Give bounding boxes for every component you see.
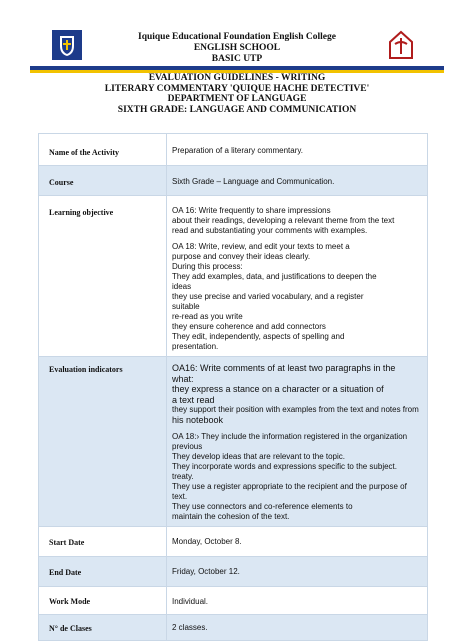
title-line-3: DEPARTMENT OF LANGUAGE <box>167 94 307 104</box>
objective-line: suitable <box>172 302 200 311</box>
label-start-date: Start Date <box>39 527 167 557</box>
title-line-1: EVALUATION GUIDELINES - WRITING <box>148 73 326 83</box>
school-heading <box>0 32 474 65</box>
row-work-mode <box>39 587 428 615</box>
value-objective <box>167 196 428 357</box>
row-indicators <box>39 357 428 527</box>
school-division: ENGLISH SCHOOL <box>193 43 281 53</box>
indicator-line: OA 18:› They include the information registered in the organization <box>172 431 408 441</box>
indicator-line: They incorporate words and expressions specific to the subject. <box>172 461 398 471</box>
indicator-line: treaty. <box>172 471 194 481</box>
label-indicators: Evaluation indicators <box>39 357 167 527</box>
school-unit: BASIC UTP <box>211 54 263 64</box>
objective-line: presentation. <box>172 342 219 351</box>
label-objective: Learning objective <box>39 196 167 357</box>
objective-line: re-read as you write <box>172 312 243 321</box>
objective-line: They add examples, data, and justifications to deepen the <box>172 272 377 281</box>
row-objective <box>39 196 428 357</box>
value-work-mode: Individual. <box>167 587 428 615</box>
row-activity <box>39 134 428 166</box>
indicator-line: They use connectors and co-reference elements to <box>172 501 353 511</box>
value-activity: Preparation of a literary commentary. <box>167 134 428 166</box>
title-line-2: LITERARY COMMENTARY 'QUIQUE HACHE DETECTIVE' <box>104 83 370 94</box>
guidelines-table <box>38 133 428 641</box>
objective-line: about their readings, developing a relevant theme from the text <box>172 216 395 225</box>
objective-line: purpose and convey their ideas clearly. <box>172 252 311 261</box>
page-header <box>0 0 474 68</box>
objective-line: OA 16: Write frequently to share impressions <box>172 206 331 215</box>
indicator-line: OA16: Write comments of at least two paragraphs in the <box>172 363 396 373</box>
value-classes: 2 classes. <box>167 615 428 641</box>
objective-line: ideas <box>172 282 192 291</box>
value-end-date: Friday, October 12. <box>167 557 428 587</box>
indicator-line: maintain the cohesion of the text. <box>172 511 290 521</box>
value-indicators <box>167 357 428 527</box>
indicator-line: They use a register appropriate to the recipient and the purpose of <box>172 481 407 491</box>
indicator-line: what: <box>172 373 194 384</box>
label-end-date: End Date <box>39 557 167 587</box>
indicator-line: a text read <box>172 394 215 405</box>
objective-line: OA 18: Write, review, and edit your texts to meet a <box>172 242 350 251</box>
school-name: Iquique Educational Foundation English College <box>138 32 336 42</box>
objective-line: they ensure coherence and add connectors <box>172 322 326 331</box>
title-line-4: SIXTH GRADE: LANGUAGE AND COMMUNICATION <box>117 104 357 115</box>
objective-line: They edit, independently, aspects of spelling and <box>172 332 345 341</box>
row-course <box>39 166 428 196</box>
indicator-line: They develop ideas that are relevant to the topic. <box>172 451 345 461</box>
indicator-line: previous <box>172 441 203 451</box>
value-course: Sixth Grade – Language and Communication. <box>167 166 428 196</box>
row-end-date <box>39 557 428 587</box>
indicator-line: his notebook <box>172 415 224 425</box>
row-classes <box>39 615 428 641</box>
label-work-mode: Work Mode <box>39 587 167 615</box>
value-start-date: Monday, October 8. <box>167 527 428 557</box>
label-activity: Name of the Activity <box>39 134 167 166</box>
objective-line: During this process: <box>172 262 243 271</box>
indicator-line: text. <box>172 491 188 501</box>
label-course: Course <box>39 166 167 196</box>
objective-line: read and substantiating your comments with examples. <box>172 226 368 235</box>
label-classes: N° de Clases <box>39 615 167 641</box>
indicator-line: they express a stance on a character or a situation of <box>172 384 384 394</box>
document-titles <box>0 73 474 115</box>
row-start-date <box>39 527 428 557</box>
objective-line: they use precise and varied vocabulary, and a register <box>172 292 364 301</box>
indicator-line: they support their position with examples from the text and notes from <box>172 405 419 414</box>
